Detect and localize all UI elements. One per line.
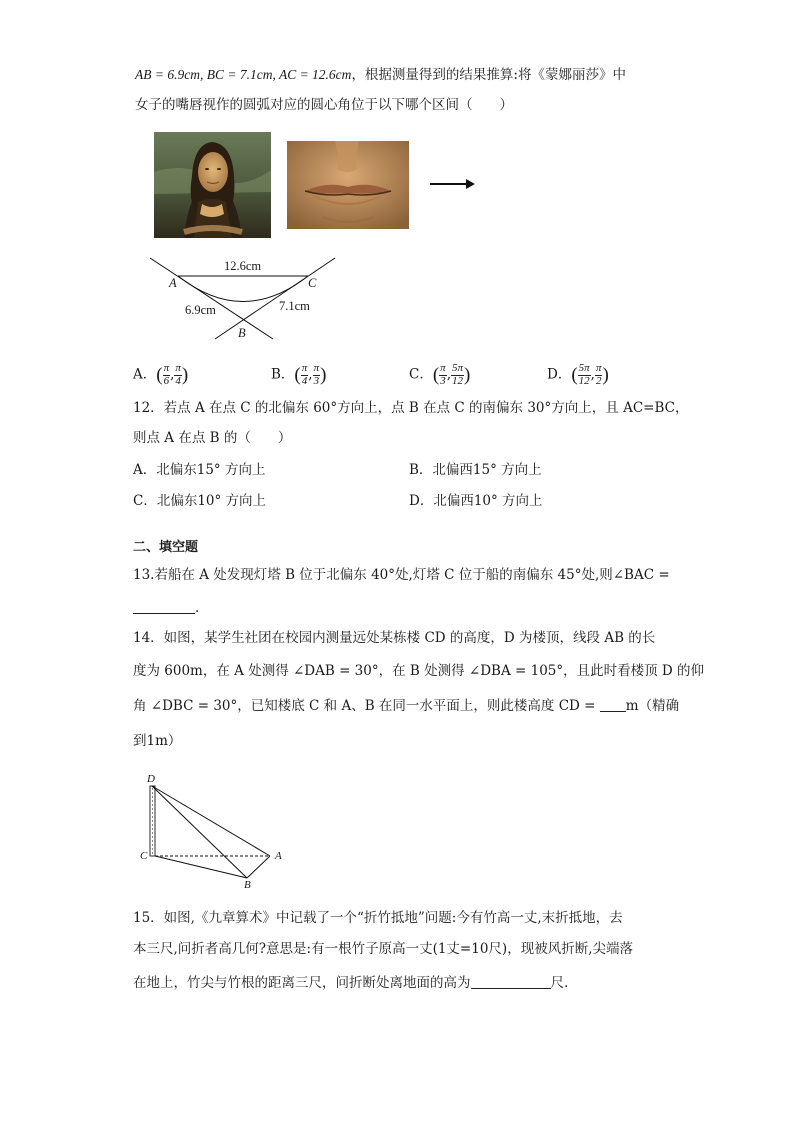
- lips-closeup: [287, 141, 409, 229]
- q11-arc-figure: [145, 255, 345, 345]
- q11-point-b: B: [238, 326, 246, 340]
- q11-choice-b: B．( $\frac{\pi}{4}$ , $\frac{\pi}{3}$ ): [271, 362, 327, 387]
- q15-line2: 本三尺,问折者高几何?意思是:有一根竹子原高一丈(1丈=10尺)，现被风折断,尖端落: [133, 941, 633, 957]
- q14-point-b: B: [244, 879, 251, 891]
- q15-line3: 在地上，竹尖与竹根的距离三尺，问折断处离地面的高为 尺.: [133, 975, 569, 991]
- q14-point-c: C: [140, 850, 148, 862]
- q11-choice-a: A．( $\frac{\pi}{6}$ , $\frac{\pi}{4}$ ): [133, 362, 189, 387]
- arrow-right-icon: [430, 177, 476, 191]
- q11-line2: 女子的嘴唇视作的圆弧对应的圆心角位于以下哪个区间（ ）: [135, 97, 513, 113]
- section-title: 二、填空题: [133, 540, 199, 555]
- q11-ab-length: 6.9cm: [185, 303, 216, 317]
- q11-measurements: AB = 6.9cm, BC = 7.1cm, AC = 12.6cm: [135, 67, 352, 82]
- q12-choice-c: C．北偏东10° 方向上: [133, 493, 267, 509]
- q15-answer-blank[interactable]: [471, 975, 551, 989]
- q14-line1: 14．如图，某学生社团在校园内测量远处某栋楼 CD 的高度，D 为楼顶，线段 AB 的长: [133, 630, 656, 646]
- q14-figure: [140, 772, 300, 894]
- q14-line4: 到1m）: [133, 733, 182, 749]
- q12-line2: 则点 A 在点 B 的（ ）: [133, 430, 292, 446]
- q12-choice-b: B．北偏西15° 方向上: [409, 462, 542, 478]
- q11-choice-c: C．( $\frac{\pi}{3}$ , $\frac{5\pi}{12}$ ): [409, 362, 471, 387]
- q12-choice-d: D．北偏西10° 方向上: [409, 493, 543, 509]
- q13-answer-blank[interactable]: [133, 600, 195, 614]
- q11-line1: [135, 68, 626, 83]
- q14-answer-blank[interactable]: [600, 698, 626, 712]
- q11-bc-length: 7.1cm: [279, 299, 310, 313]
- q12-line1: 12．若点 A 在点 C 的北偏东 60°方向上，点 B 在点 C 的南偏东 30°方向上，且 AC=BC，: [133, 400, 689, 416]
- q14-line2: 度为 600m，在 A 处测得 ∠DAB = 30°，在 B 处测得 ∠DBA = 105°，且此时看楼顶 D 的仰: [133, 663, 705, 679]
- q11-line1-text: ，根据测量得到的结果推算:将《蒙娜丽莎》中: [351, 67, 626, 83]
- mona-lisa-painting: [154, 132, 271, 238]
- q11-point-c: C: [308, 276, 317, 290]
- q11-choice-d: D．( $\frac{5\pi}{12}$ , $\frac{\pi}{2}$ ): [547, 362, 609, 387]
- q11-ac-length: 12.6cm: [224, 259, 262, 273]
- q13-line2: .: [133, 600, 199, 616]
- q13-line1: 13.若船在 A 处发现灯塔 B 位于北偏东 40°处,灯塔 C 位于船的南偏东 45°处,则∠BAC =: [133, 567, 670, 583]
- q15-line1: 15．如图,《九章算术》中记载了一个“折竹抵地”问题:今有竹高一丈,末折抵地，去: [133, 910, 623, 926]
- q14-point-a: A: [275, 850, 282, 862]
- q11-point-a: A: [169, 276, 177, 290]
- q14-point-d: D: [147, 773, 155, 785]
- q14-line3: 角 ∠DBC = 30°，已知楼底 C 和 A、B 在同一水平面上，则此楼高度 CD = m（精确: [133, 698, 680, 714]
- q12-choice-a: A．北偏东15° 方向上: [133, 462, 266, 478]
